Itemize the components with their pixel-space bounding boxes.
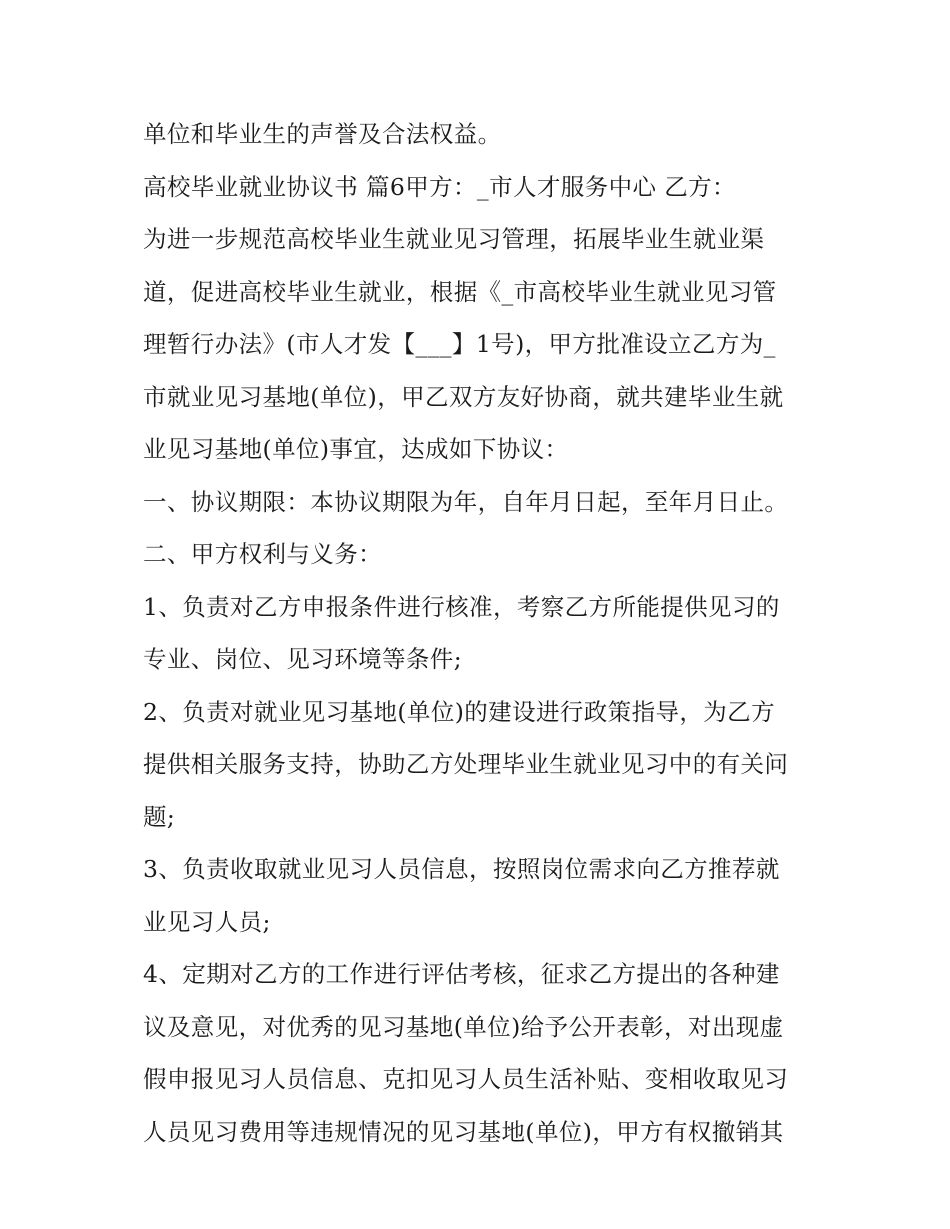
text-line: 业见习基地(单位)事宜，达成如下协议： (143, 435, 569, 463)
text-line: 一、协议期限：本协议期限为年，自年月日起，至年月日止。 (143, 487, 789, 516)
text-line: 道，促进高校毕业生就业，根据《_市高校毕业生就业见习管 (143, 277, 777, 306)
text-line: 题; (143, 802, 176, 831)
text-line: 提供相关服务支持，协助乙方处理毕业生就业见习中的有关问 (143, 750, 789, 778)
text-line: 人员见习费用等违规情况的见习基地(单位)，甲方有权撤销其 (143, 1117, 784, 1146)
text-line: 专业、岗位、见习环境等条件; (143, 645, 463, 673)
text-line: 高校毕业就业协议书 篇6甲方：_市人才服务中心 乙方： (143, 172, 736, 201)
text-line: 二、甲方权利与义务： (143, 540, 382, 568)
text-line: 1、负责对乙方申报条件进行核准，考察乙方所能提供见习的 (143, 592, 780, 621)
text-line: 2、负责对就业见习基地(单位)的建设进行政策指导，为乙方 (143, 697, 775, 726)
text-line: 业见习人员; (143, 907, 271, 936)
text-line: 4、定期对乙方的工作进行评估考核，征求乙方提出的各种建 (143, 960, 780, 988)
text-line: 市就业见习基地(单位)，甲乙双方友好协商，就共建毕业生就 (143, 382, 784, 411)
text-line: 为进一步规范高校毕业生就业见习管理，拓展毕业生就业渠 (143, 225, 765, 253)
document-body (143, 108, 823, 1158)
text-line: 3、负责收取就业见习人员信息，按照岗位需求向乙方推荐就 (143, 855, 780, 883)
text-line: 假申报见习人员信息、克扣见习人员生活补贴、变相收取见习 (143, 1065, 789, 1093)
text-line: 理暂行办法》(市人才发【___】1号)，甲方批准设立乙方为_ (143, 330, 776, 358)
text-line: 单位和毕业生的声誉及合法权益。 (143, 120, 502, 148)
text-line: 议及意见，对优秀的见习基地(单位)给予公开表彰，对出现虚 (143, 1012, 784, 1041)
